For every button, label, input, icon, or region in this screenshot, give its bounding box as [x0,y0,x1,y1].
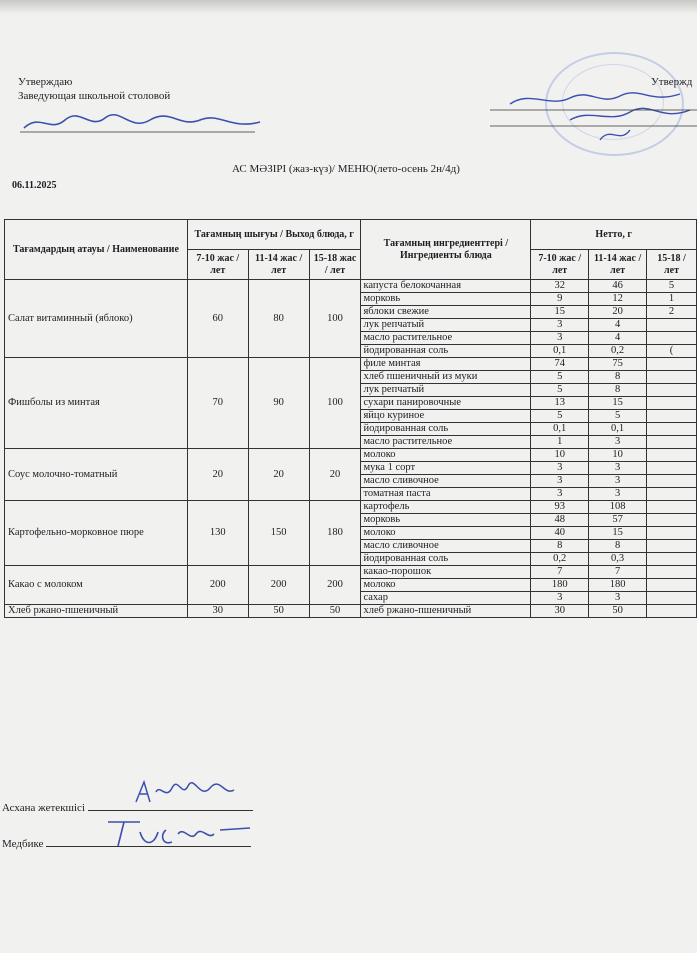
dish-output-2: 20 [248,449,309,501]
ingredient-name: сухари панировочные [361,397,531,410]
table-row [5,280,697,293]
dish-output-3: 100 [309,280,361,358]
ingredient-netto-3 [647,397,697,410]
dish-output-1: 130 [187,501,248,566]
ingredient-netto-1: 10 [531,449,589,462]
ingredient-netto-3 [647,319,697,332]
ingredient-netto-3 [647,384,697,397]
ingredient-netto-1: 180 [531,579,589,592]
dish-output-2: 90 [248,358,309,449]
header-netto: Нетто, г [531,220,697,250]
header-output-age3: 15-18 жас / лет [309,250,361,280]
signature-nurse [100,812,260,852]
ingredient-netto-2: 15 [589,527,647,540]
dish-output-3: 20 [309,449,361,501]
dish-output-2: 150 [248,501,309,566]
dish-name: Салат витаминный (яблоко) [5,280,188,358]
dish-output-3: 200 [309,566,361,605]
header-ingredients: Тағамның ингредиенттері / Ингредиенты блюда [361,220,531,280]
header-netto-age1: 7-10 жас / лет [531,250,589,280]
dish-output-1: 60 [187,280,248,358]
ingredient-netto-1: 3 [531,488,589,501]
approve-right: Утвержд [651,76,693,88]
ingredient-netto-1: 9 [531,293,589,306]
ingredient-name: сахар [361,592,531,605]
signature-right [490,86,697,148]
ingredient-netto-2: 3 [589,475,647,488]
ingredient-name: морковь [361,514,531,527]
dish-output-2: 80 [248,280,309,358]
table-row [5,449,697,462]
table-row [5,501,697,514]
ingredient-name: масло растительное [361,332,531,345]
ingredient-netto-2: 4 [589,332,647,345]
ingredient-netto-3 [647,488,697,501]
dish-output-3: 50 [309,605,361,618]
ingredient-netto-3: 2 [647,306,697,319]
ingredient-netto-3 [647,514,697,527]
ingredient-name: капуста белокочанная [361,280,531,293]
menu-table-body [5,280,697,618]
ingredient-netto-3: ( [647,345,697,358]
approve-left: Утверждаю [18,76,73,88]
header-netto-age2: 11-14 жас / лет [589,250,647,280]
header-dish: Тағамдардың атауы / Наименование [5,220,188,280]
table-row [5,605,697,618]
dish-name: Хлеб ржано-пшеничный [5,605,188,618]
dish-name: Картофельно-морковное пюре [5,501,188,566]
ingredient-name: молоко [361,527,531,540]
ingredient-name: лук репчатый [361,384,531,397]
ingredient-netto-2: 8 [589,540,647,553]
ingredient-netto-3 [647,501,697,514]
ingredient-netto-3 [647,462,697,475]
ingredient-netto-1: 8 [531,540,589,553]
ingredient-netto-1: 13 [531,397,589,410]
ingredient-netto-1: 3 [531,319,589,332]
ingredient-name: йодированная соль [361,553,531,566]
ingredient-name: мука 1 сорт [361,462,531,475]
ingredient-netto-1: 93 [531,501,589,514]
signature-left [20,108,270,140]
ingredient-netto-1: 0,1 [531,345,589,358]
dish-output-3: 180 [309,501,361,566]
ingredient-netto-3 [647,553,697,566]
ingredient-netto-1: 5 [531,410,589,423]
ingredient-netto-2: 4 [589,319,647,332]
header-netto-age3: 15-18 / лет [647,250,697,280]
ingredient-netto-1: 40 [531,527,589,540]
ingredient-netto-1: 0,1 [531,423,589,436]
ingredient-name: какао-порошок [361,566,531,579]
ingredient-netto-2: 12 [589,293,647,306]
ingredient-netto-1: 3 [531,592,589,605]
ingredient-netto-3 [647,371,697,384]
ingredient-netto-2: 3 [589,592,647,605]
ingredient-netto-3 [647,605,697,618]
header-output: Тағамның шығуы / Выход блюда, г [187,220,361,250]
chef-label: Асхана жетекшісі [2,802,85,814]
ingredient-netto-2: 180 [589,579,647,592]
ingredient-netto-3 [647,527,697,540]
dish-name: Соус молочно-томатный [5,449,188,501]
ingredient-netto-2: 3 [589,462,647,475]
ingredient-netto-2: 7 [589,566,647,579]
header-output-age2: 11-14 жас / лет [248,250,309,280]
ingredient-netto-2: 3 [589,488,647,501]
ingredient-netto-1: 1 [531,436,589,449]
ingredient-name: йодированная соль [361,423,531,436]
ingredient-name: морковь [361,293,531,306]
dish-output-1: 30 [187,605,248,618]
ingredient-netto-1: 5 [531,371,589,384]
ingredient-netto-3: 1 [647,293,697,306]
approve-left-role: Заведующая школьной столовой [18,90,171,102]
ingredient-netto-1: 0,2 [531,553,589,566]
dish-name: Фишболы из минтая [5,358,188,449]
ingredient-netto-3 [647,540,697,553]
ingredient-name: хлеб ржано-пшеничный [361,605,531,618]
ingredient-netto-2: 0,1 [589,423,647,436]
dish-output-3: 100 [309,358,361,449]
ingredient-name: масло сливочное [361,540,531,553]
ingredient-netto-2: 15 [589,397,647,410]
menu-title: АС МӘЗІРІ (жаз-күз)/ МЕНЮ(лето-осень 2н/4д) [232,163,460,175]
ingredient-netto-2: 8 [589,384,647,397]
ingredient-netto-1: 3 [531,462,589,475]
dish-output-2: 200 [248,566,309,605]
ingredient-netto-1: 48 [531,514,589,527]
ingredient-name: томатная паста [361,488,531,501]
ingredient-netto-3 [647,579,697,592]
ingredient-name: молоко [361,579,531,592]
ingredient-netto-2: 8 [589,371,647,384]
ingredient-name: йодированная соль [361,345,531,358]
ingredient-netto-1: 15 [531,306,589,319]
ingredient-netto-1: 5 [531,384,589,397]
ingredient-netto-1: 3 [531,332,589,345]
ingredient-netto-3 [647,449,697,462]
ingredient-netto-2: 0,3 [589,553,647,566]
ingredient-netto-2: 5 [589,410,647,423]
signature-chef [130,776,240,810]
ingredient-name: картофель [361,501,531,514]
ingredient-netto-3 [647,566,697,579]
menu-table [4,219,697,618]
ingredient-name: филе минтая [361,358,531,371]
dish-output-1: 20 [187,449,248,501]
header-output-age1: 7-10 жас / лет [187,250,248,280]
ingredient-netto-2: 75 [589,358,647,371]
ingredient-netto-2: 3 [589,436,647,449]
ingredient-name: молоко [361,449,531,462]
dish-output-2: 50 [248,605,309,618]
ingredient-netto-3 [647,423,697,436]
ingredient-name: яблоки свежие [361,306,531,319]
ingredient-name: масло сливочное [361,475,531,488]
ingredient-name: хлеб пшеничный из муки [361,371,531,384]
dish-output-1: 200 [187,566,248,605]
ingredient-netto-2: 46 [589,280,647,293]
ingredient-name: яйцо куриное [361,410,531,423]
ingredient-name: лук репчатый [361,319,531,332]
ingredient-netto-1: 30 [531,605,589,618]
ingredient-netto-1: 3 [531,475,589,488]
ingredient-netto-2: 10 [589,449,647,462]
nurse-label: Медбике [2,838,44,850]
ingredient-netto-3 [647,410,697,423]
ingredient-netto-1: 7 [531,566,589,579]
ingredient-netto-2: 20 [589,306,647,319]
ingredient-netto-3 [647,475,697,488]
menu-date: 06.11.2025 [12,180,57,191]
photo-edge-shadow [0,0,697,14]
ingredient-netto-2: 57 [589,514,647,527]
table-row [5,566,697,579]
ingredient-netto-1: 74 [531,358,589,371]
dish-output-1: 70 [187,358,248,449]
ingredient-netto-3: 5 [647,280,697,293]
ingredient-netto-2: 108 [589,501,647,514]
ingredient-netto-3 [647,358,697,371]
ingredient-name: масло растительное [361,436,531,449]
ingredient-netto-3 [647,332,697,345]
ingredient-netto-3 [647,436,697,449]
ingredient-netto-1: 32 [531,280,589,293]
table-row [5,358,697,371]
dish-name: Какао с молоком [5,566,188,605]
ingredient-netto-2: 0,2 [589,345,647,358]
ingredient-netto-2: 50 [589,605,647,618]
ingredient-netto-3 [647,592,697,605]
